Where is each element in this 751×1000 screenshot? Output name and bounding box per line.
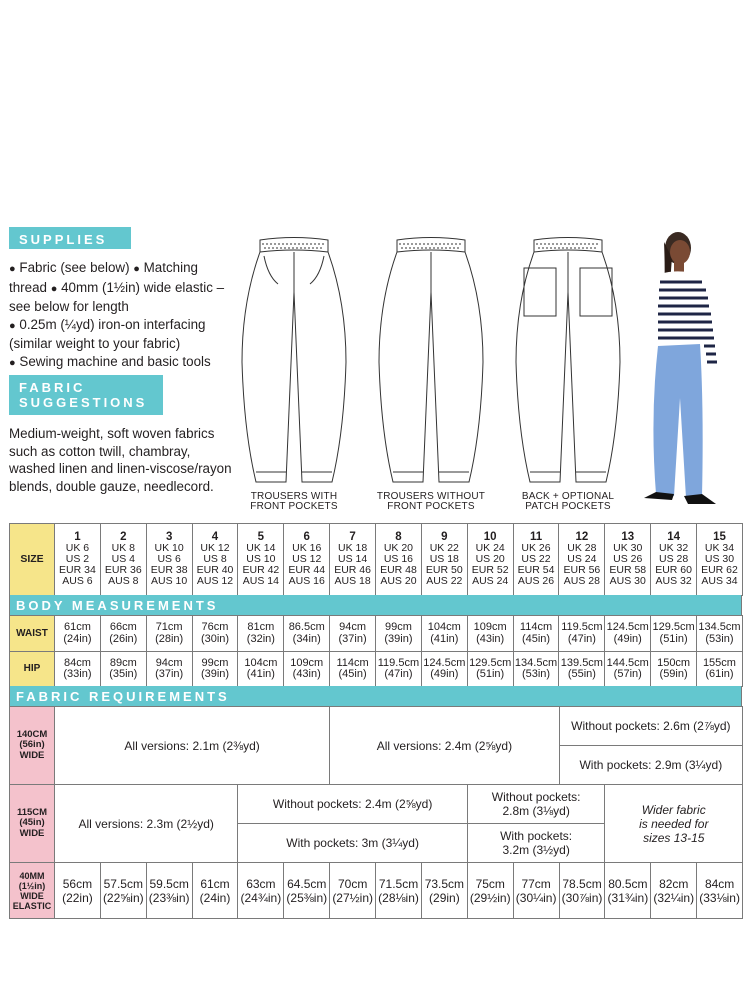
hip-label: HIP: [10, 652, 55, 687]
size-cell: [467, 524, 513, 596]
waist-row: [10, 616, 743, 652]
size-uk: UK 26: [521, 542, 551, 554]
size-number: 8: [395, 531, 402, 543]
hip-cell: 89cm (35in): [100, 652, 146, 687]
elastic-cell: 70cm (27½in): [330, 863, 376, 919]
fabric-suggestions-text: Medium-weight, soft woven fabrics such as cotton twill, chambray, washed linen and linen-viscose/rayon blends, double gauze, needlecord.: [9, 426, 232, 494]
size-number: 2: [120, 531, 127, 543]
waist-cell: 76cm (30in): [192, 616, 238, 652]
size-aus: AUS 28: [563, 575, 600, 587]
waist-cell: 71cm (28in): [146, 616, 192, 652]
size-eur: EUR 60: [655, 564, 692, 576]
hip-cell: 139.5cm (55in): [559, 652, 605, 687]
size-uk: UK 18: [337, 542, 368, 554]
body-measurements-heading: BODY MEASUREMENTS: [9, 595, 742, 615]
size-cell: [651, 524, 697, 596]
hip-cell: 99cm (39in): [192, 652, 238, 687]
bullet-icon: ●: [9, 356, 16, 369]
w115-without-pockets: Without pockets: 2.4m (2⅝yd): [238, 785, 467, 824]
size-label: SIZE: [10, 524, 55, 596]
fabric-requirements-heading: FABRIC REQUIREMENTS: [9, 686, 742, 706]
hip-row: [10, 652, 743, 687]
size-us: US 20: [475, 553, 505, 565]
size-uk: UK 24: [475, 542, 505, 554]
elastic-cell: 77cm (30¼in): [513, 863, 559, 919]
size-cell: [513, 524, 559, 596]
hip-cell: 129.5cm (51in): [467, 652, 513, 687]
bullet-icon: ●: [9, 263, 16, 275]
size-eur: EUR 42: [242, 564, 280, 576]
elastic-cell: 63cm (24¾in): [238, 863, 284, 919]
size-aus: AUS 32: [655, 575, 692, 587]
elastic-label: 40MM (1½in) WIDE ELASTIC: [10, 863, 55, 919]
size-aus: AUS 12: [196, 575, 234, 587]
elastic-cell: 57.5cm (22⅝in): [100, 863, 146, 919]
caption-no-pockets: TROUSERS WITHOUT FRONT POCKETS: [376, 491, 486, 512]
hip-cell: 119.5cm (47in): [376, 652, 422, 687]
size-aus: AUS 16: [288, 575, 325, 587]
elastic-cell: 59.5cm (23⅜in): [146, 863, 192, 919]
hip-cell: 94cm (37in): [146, 652, 192, 687]
waist-cell: 66cm (26in): [100, 616, 146, 652]
supplies-heading: SUPPLIES: [9, 227, 131, 249]
size-eur: EUR 62: [701, 564, 738, 576]
w115-large-without: Without pockets: 2.8m (3⅛yd): [467, 785, 605, 824]
hip-cell: 144.5cm (57in): [605, 652, 651, 687]
size-cell: [376, 524, 422, 596]
size-uk: UK 16: [292, 542, 322, 554]
size-us: US 28: [659, 553, 689, 565]
size-eur: EUR 36: [104, 564, 142, 576]
size-uk: UK 22: [429, 542, 459, 554]
size-us: US 16: [383, 553, 414, 565]
size-table: [9, 523, 743, 596]
elastic-cell: 78.5cm (30⅞in): [559, 863, 605, 919]
size-uk: UK 34: [704, 542, 735, 554]
size-aus: AUS 20: [380, 575, 417, 587]
w115-large-with: With pockets: 3.2m (3½yd): [467, 824, 605, 863]
waist-cell: 129.5cm (51in): [651, 616, 697, 652]
elastic-cell: 73.5cm (29in): [421, 863, 467, 919]
size-uk: UK 14: [246, 542, 276, 554]
size-us: US 22: [521, 553, 551, 565]
size-us: US 14: [337, 553, 368, 565]
waist-cell: 114cm (45in): [513, 616, 559, 652]
size-aus: AUS 26: [517, 575, 555, 587]
elastic-cell: 84cm (33⅛in): [697, 863, 743, 919]
w140-all-medium: All versions: 2.4m (2⅝yd): [330, 707, 559, 785]
size-uk: UK 32: [659, 542, 689, 554]
waist-cell: 119.5cm (47in): [559, 616, 605, 652]
size-number: 1: [74, 531, 81, 543]
size-cell: [55, 524, 101, 596]
elastic-cell: 80.5cm (31¾in): [605, 863, 651, 919]
w140-without-pockets: Without pockets: 2.6m (2⅞yd): [559, 707, 742, 746]
size-cell: [146, 524, 192, 596]
size-number: 14: [667, 531, 680, 543]
size-eur: EUR 34: [59, 564, 96, 576]
size-aus: AUS 22: [426, 575, 463, 587]
size-eur: EUR 58: [609, 564, 647, 576]
size-aus: AUS 14: [242, 575, 279, 587]
size-us: US 4: [111, 553, 135, 565]
size-us: US 30: [704, 553, 735, 565]
size-cell: [192, 524, 238, 596]
size-cell: [559, 524, 605, 596]
size-aus: AUS 34: [701, 575, 738, 587]
size-us: US 12: [292, 553, 322, 565]
size-uk: UK 10: [154, 542, 184, 554]
size-aus: AUS 30: [609, 575, 646, 587]
size-us: US 18: [429, 553, 459, 565]
hip-cell: 155cm (61in): [697, 652, 743, 687]
size-eur: EUR 56: [563, 564, 601, 576]
size-eur: EUR 54: [517, 564, 555, 576]
size-us: US 26: [613, 553, 643, 565]
size-eur: EUR 38: [150, 564, 188, 576]
waist-cell: 81cm (32in): [238, 616, 284, 652]
waist-cell: 109cm (43in): [467, 616, 513, 652]
elastic-cell: 71.5cm (28⅛in): [376, 863, 422, 919]
size-eur: EUR 50: [425, 564, 463, 576]
size-aus: AUS 18: [334, 575, 371, 587]
size-us: US 2: [65, 553, 90, 565]
size-uk: UK 30: [613, 542, 643, 554]
w140-with-pockets: With pockets: 2.9m (3¼yd): [559, 746, 742, 785]
trousers-front-pockets-drawing: [238, 232, 350, 487]
size-number: 6: [303, 531, 310, 543]
size-aus: AUS 8: [108, 575, 139, 587]
w115-note: Wider fabric is needed for sizes 13-15: [605, 785, 743, 863]
waist-cell: 104cm (41in): [421, 616, 467, 652]
caption-front-pockets: TROUSERS WITH FRONT POCKETS: [250, 491, 338, 512]
waist-cell: 94cm (37in): [330, 616, 376, 652]
size-uk: UK 8: [111, 542, 135, 554]
size-cell: [697, 524, 743, 596]
supply-item: 0.25m (¼yd) iron-on interfacing (similar weight to your fabric): [9, 316, 206, 351]
size-number: 12: [575, 531, 589, 543]
trousers-back-drawing: [512, 232, 624, 487]
size-uk: UK 12: [200, 542, 230, 554]
size-us: US 8: [203, 553, 227, 565]
elastic-cell: 64.5cm (25⅜in): [284, 863, 330, 919]
size-cell: [330, 524, 376, 596]
size-cell: [100, 524, 146, 596]
w140-label: 140CM (56in) WIDE: [10, 707, 55, 785]
w115-all: All versions: 2.3m (2½yd): [55, 785, 238, 863]
size-eur: EUR 44: [288, 564, 326, 576]
size-eur: EUR 48: [380, 564, 417, 576]
size-uk: UK 28: [567, 542, 597, 554]
body-measurements-table: [9, 615, 743, 687]
size-cell: [238, 524, 284, 596]
hip-cell: 150cm (59in): [651, 652, 697, 687]
w140-all-small: All versions: 2.1m (2⅜yd): [55, 707, 330, 785]
size-uk: UK 6: [65, 542, 90, 554]
supply-item: Matching thread: [9, 260, 198, 295]
size-us: US 10: [246, 553, 276, 565]
waist-cell: 61cm (24in): [55, 616, 101, 652]
fabric-requirements-table: [9, 706, 743, 919]
supply-item: Fabric (see below): [19, 260, 130, 275]
waist-cell: 99cm (39in): [376, 616, 422, 652]
size-row: [10, 524, 743, 596]
hip-cell: 124.5cm (49in): [421, 652, 467, 687]
size-cell: [284, 524, 330, 596]
size-eur: EUR 46: [334, 564, 371, 576]
waist-cell: 134.5cm (53in): [697, 616, 743, 652]
fabric-suggestions-heading: FABRIC SUGGESTIONS: [9, 375, 163, 415]
size-number: 4: [211, 531, 219, 543]
elastic-cell: 75cm (29½in): [467, 863, 513, 919]
w115-with-pockets: With pockets: 3m (3¼yd): [238, 824, 467, 863]
elastic-cell: 61cm (24in): [192, 863, 238, 919]
size-number: 7: [349, 531, 356, 543]
waist-cell: 86.5cm (34in): [284, 616, 330, 652]
bullet-icon: ●: [9, 319, 16, 332]
size-aus: AUS 6: [62, 575, 93, 587]
supply-item: 40mm (1½in) wide elastic – see below for length: [9, 279, 225, 314]
hip-cell: 114cm (45in): [330, 652, 376, 687]
hip-cell: 104cm (41in): [238, 652, 284, 687]
waist-cell: 124.5cm (49in): [605, 616, 651, 652]
supply-item: Sewing machine and basic tools: [19, 353, 211, 369]
model-photo: [636, 228, 746, 513]
size-aus: AUS 24: [472, 575, 509, 587]
size-number: 15: [713, 531, 726, 543]
size-number: 3: [165, 531, 173, 543]
size-us: US 6: [157, 553, 181, 565]
size-number: 10: [483, 531, 497, 543]
trousers-no-pockets-drawing: [375, 232, 487, 487]
elastic-cell: 56cm (22in): [55, 863, 101, 919]
hip-cell: 134.5cm (53in): [513, 652, 559, 687]
size-cell: [421, 524, 467, 596]
elastic-cell: 82cm (32¼in): [651, 863, 697, 919]
size-aus: AUS 10: [151, 575, 188, 587]
waist-label: WAIST: [10, 616, 55, 652]
bullet-icon: ●: [133, 263, 140, 275]
w115-label: 115CM (45in) WIDE: [10, 785, 55, 863]
size-number: 11: [529, 531, 543, 543]
bullet-icon: ●: [50, 282, 58, 295]
size-number: 9: [441, 531, 448, 543]
size-eur: EUR 40: [196, 564, 234, 576]
size-number: 5: [257, 531, 265, 543]
size-eur: EUR 52: [471, 564, 509, 576]
caption-back-pockets: BACK + OPTIONAL PATCH POCKETS: [521, 491, 615, 512]
size-number: 13: [621, 531, 635, 543]
hip-cell: 109cm (43in): [284, 652, 330, 687]
size-uk: UK 20: [383, 542, 414, 554]
elastic-row: [10, 863, 743, 919]
size-us: US 24: [567, 553, 597, 565]
hip-cell: 84cm (33in): [55, 652, 101, 687]
supplies-list: [9, 259, 234, 372]
size-cell: [605, 524, 651, 596]
